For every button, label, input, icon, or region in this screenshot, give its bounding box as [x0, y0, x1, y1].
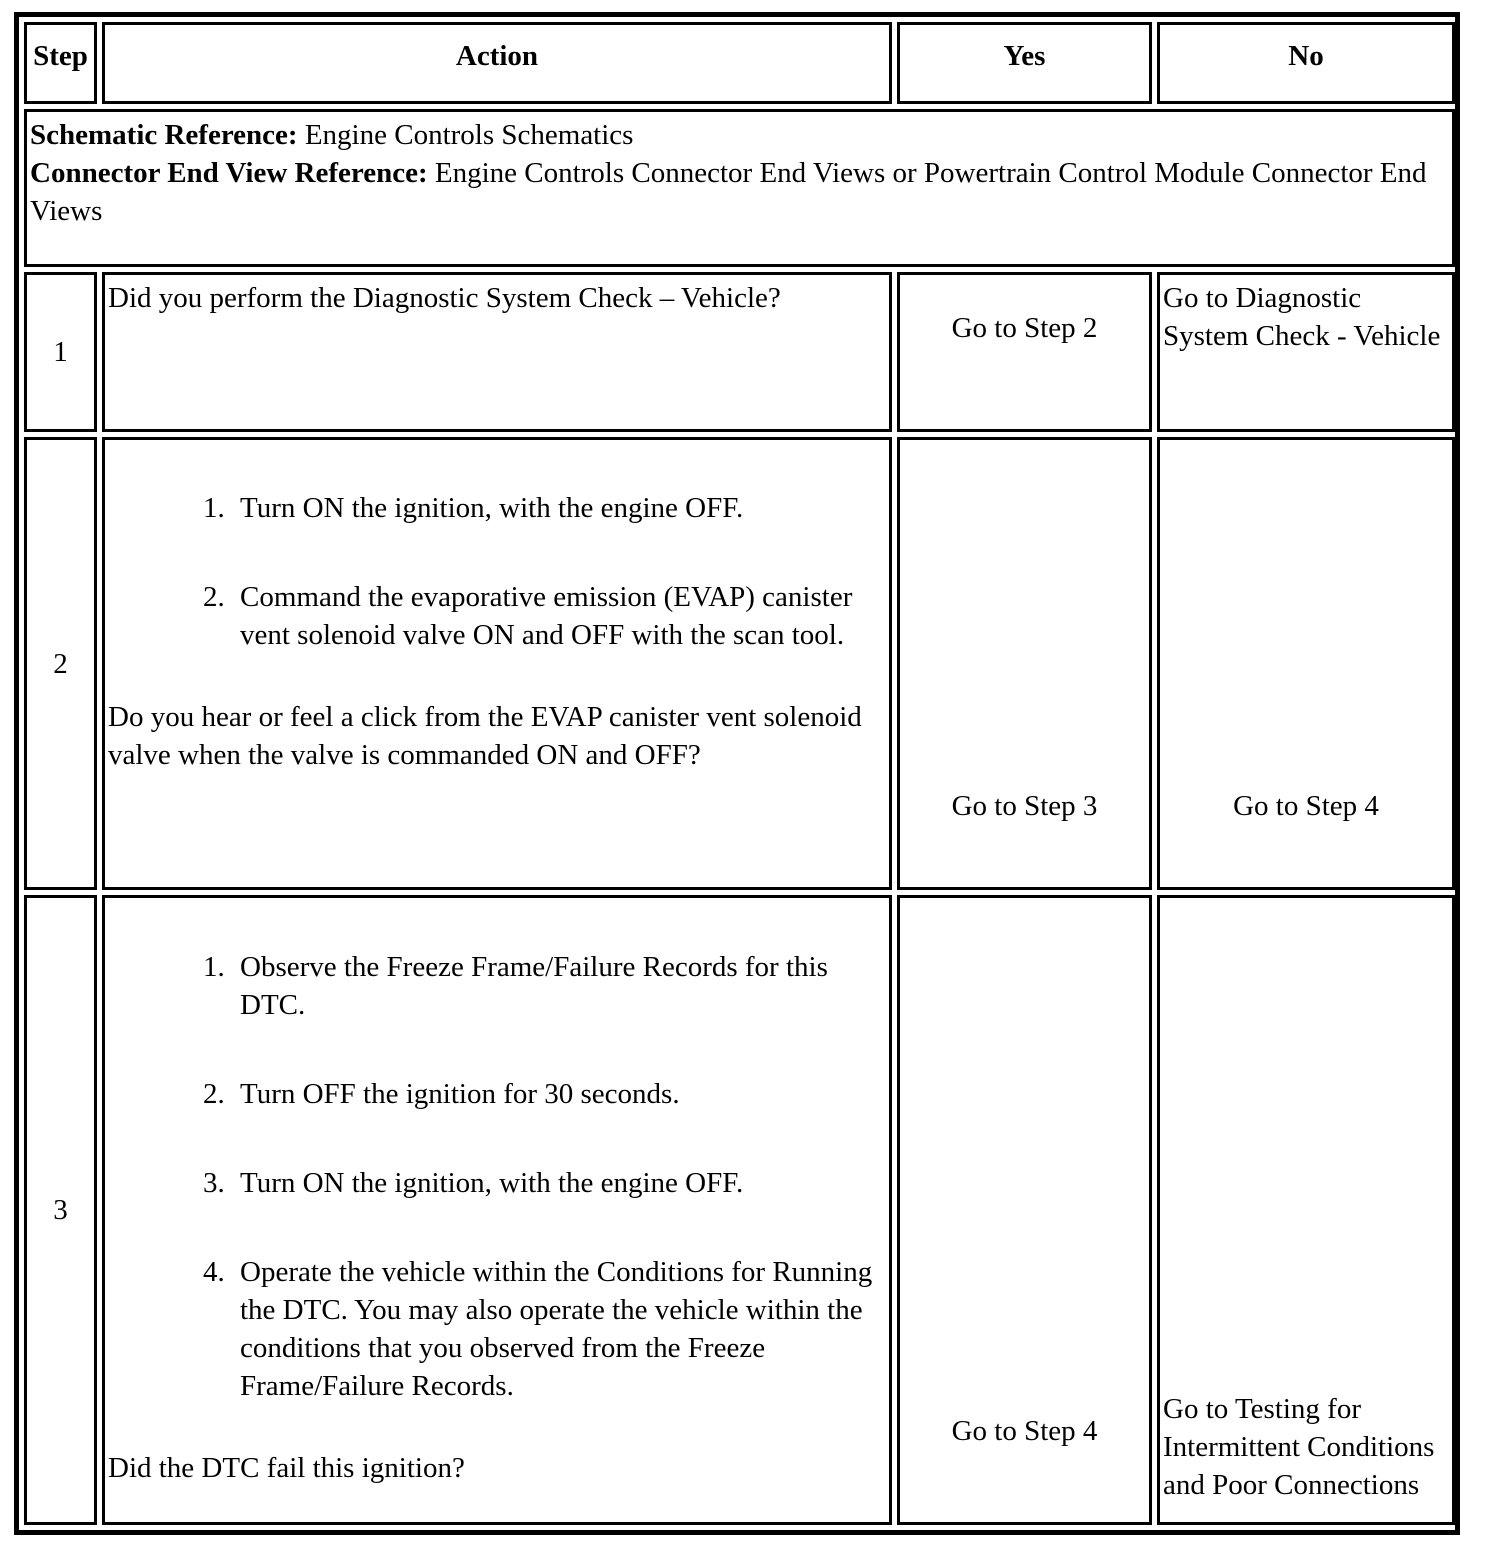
- step-number: 2: [24, 437, 97, 890]
- table-row-step-3: [24, 895, 1455, 1525]
- list-item: 1. Observe the Freeze Frame/Failure Records for this DTC.: [232, 948, 886, 1024]
- diagnostic-table: [19, 17, 1460, 1530]
- no-result: Go to Diagnostic System Check - Vehicle: [1157, 272, 1455, 432]
- connector-reference-label: Connector End View Reference:: [30, 157, 428, 189]
- yes-result: Go to Step 4: [897, 895, 1152, 1525]
- list-item: 2. Command the evaporative emission (EVAP) canister vent solenoid valve ON and OFF with the scan tool.: [232, 578, 886, 654]
- list-item: 2. Turn OFF the ignition for 30 seconds.: [232, 1075, 886, 1113]
- reference-row: [24, 109, 1455, 267]
- list-item: 1. Turn ON the ignition, with the engine OFF.: [232, 489, 886, 527]
- connector-reference-value: Engine Controls Connector End Views or Powertrain Control Module Connector End Views: [30, 157, 1427, 227]
- schematic-reference-label: Schematic Reference:: [30, 119, 298, 151]
- no-result: Go to Testing for Intermittent Conditions and Poor Connections: [1157, 895, 1455, 1525]
- yes-result: Go to Step 2: [897, 272, 1152, 432]
- diagnostic-table-frame: [14, 12, 1460, 1535]
- list-item: 3. Turn ON the ignition, with the engine OFF.: [232, 1164, 886, 1202]
- action-cell: [102, 895, 892, 1525]
- action-cell: [102, 437, 892, 890]
- schematic-reference-value: Engine Controls Schematics: [297, 119, 634, 151]
- reference-cell: [24, 109, 1455, 267]
- table-row-step-1: [24, 272, 1455, 432]
- header-row: [24, 22, 1455, 104]
- step-number: 3: [24, 895, 97, 1525]
- action-steps-list: [108, 489, 886, 654]
- action-steps-list: [108, 948, 886, 1405]
- list-item: 4. Operate the vehicle within the Conditions for Running the DTC. You may also operate the vehicle within the conditions that you observed from the Freeze Frame/Failure Records.: [232, 1253, 886, 1405]
- schematic-reference: [30, 116, 1449, 154]
- table-row-step-2: [24, 437, 1455, 890]
- header-yes: Yes: [897, 22, 1152, 104]
- yes-result: Go to Step 3: [897, 437, 1152, 890]
- no-result: Go to Step 4: [1157, 437, 1455, 890]
- connector-reference: [30, 154, 1449, 230]
- action-question: Do you hear or feel a click from the EVAP canister vent solenoid valve when the valve is commanded ON and OFF?: [108, 701, 862, 771]
- header-step: Step: [24, 22, 97, 104]
- header-action: Action: [102, 22, 892, 104]
- header-no: No: [1157, 22, 1455, 104]
- action-question: Did you perform the Diagnostic System Check – Vehicle?: [102, 272, 892, 432]
- action-question: Did the DTC fail this ignition?: [108, 1452, 465, 1484]
- step-number: 1: [24, 272, 97, 432]
